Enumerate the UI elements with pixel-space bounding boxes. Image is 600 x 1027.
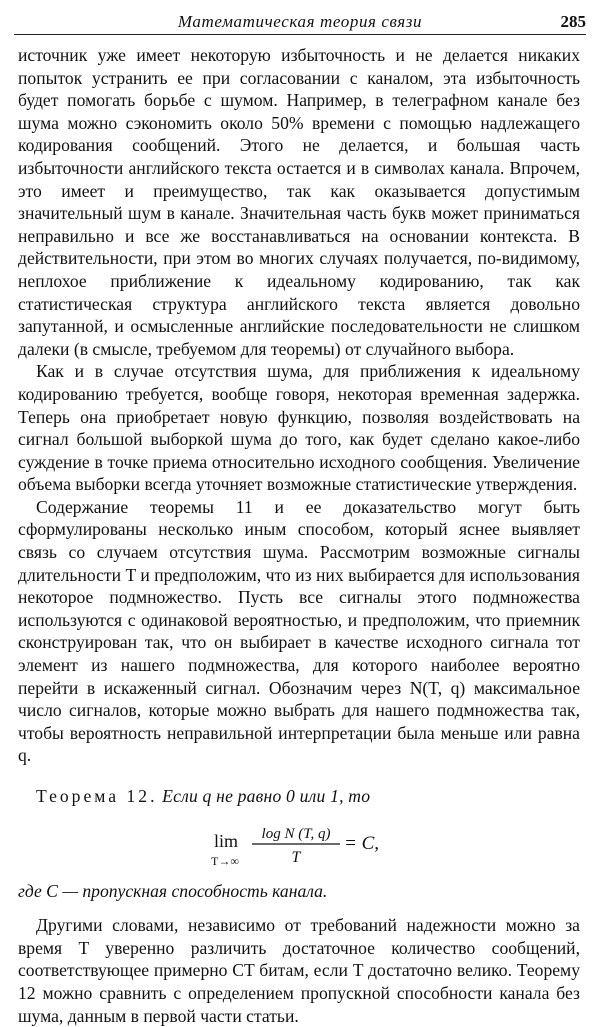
page-body: [18, 44, 580, 1027]
formula-subscript: T→∞: [211, 853, 239, 868]
paragraph-1: источник уже имеет некоторую избыточность и не делается никаких попыток устранить ее при согласовании с каналом, эта избыточность будет помогать борьбе с шумом. Например, в телеграфном канале без шума можно сэкономить около 50% времени с помощью надлежащего кодирования сообщений. Этого не делается, и большая часть избыточности английского текста остается и в символах канала. Впрочем, это имеет и преимущество, так как оказывается допустимым значительный шум в канале. Значительная часть букв может приниматься неправильно и все же восстанавливаться на основании контекста. В действительности, при этом во многих случаях получается, по-видимому, неплохое приближение к идеальному кодированию, так как статистическая структура английского текста является довольно запутанной, и осмысленные английские последовательности не слишком далеки (в смысле, требуемом для теоремы) от случайного выбора.: [18, 45, 580, 359]
formula-lim: lim: [214, 830, 239, 851]
page-number: 285: [560, 12, 586, 31]
theorem-statement: Если q не равно 0 или 1, то: [162, 786, 371, 806]
running-title: Математическая теория связи: [177, 12, 423, 31]
formula-graphic: [208, 812, 408, 878]
running-header: [14, 12, 586, 35]
closing-paragraph: Другими словами, независимо от требований надежности можно за время T уверенно различить достаточное количество сообщений, соответствующее примерно CT битам, если T достаточно велико. Теорему 12 можно сравнить с определением пропускной способности канала без шума, данным в первой части статьи.: [18, 915, 580, 1026]
formula-denominator: T: [291, 848, 301, 866]
formula-numerator: log N (T, q): [261, 825, 331, 842]
theorem-12: [18, 785, 580, 808]
capacity-definition-line: где C — пропускная способность канала.: [18, 880, 328, 901]
formula-capacity-limit: [18, 812, 580, 878]
theorem-label: Теорема 12.: [36, 786, 158, 806]
paragraph-3: Содержание теоремы 11 и ее доказательство могут быть сформулированы несколько иным способом, который яснее выявляет связь со случаем отсутствия шума. Рассмотрим возможные сигналы длительности T и предположим, что из них выбирается для использования некоторое подмножество. Пусть все сигналы этого подмножества используются с одинаковой вероятностью, и предположим, что приемник сконструирован так, что он выбирает в качестве исходного сигнала тот элемент из нашего подмножества, для которого наиболее вероятно перейти в искаженный сигнал. Обозначим через N(T, q) максимальное число сигналов, которые можно выбрать для нашего подмножества так, чтобы вероятность неправильной интерпретации была меньше или равна q.: [18, 496, 580, 766]
paragraph-2: Как и в случае отсутствия шума, для приближения к идеальному кодированию требуется, вообще говоря, некоторая временная задержка. Теперь она приобретает новую функцию, позволяя воздействовать на сигнал большой выборкой шума до того, как будет сделано какое-либо суждение в точке приема относительно исходного сообщения. Увеличение объема выборки всегда уточняет возможные статистические утверждения.: [18, 361, 580, 495]
formula-rhs: = C,: [344, 832, 379, 854]
